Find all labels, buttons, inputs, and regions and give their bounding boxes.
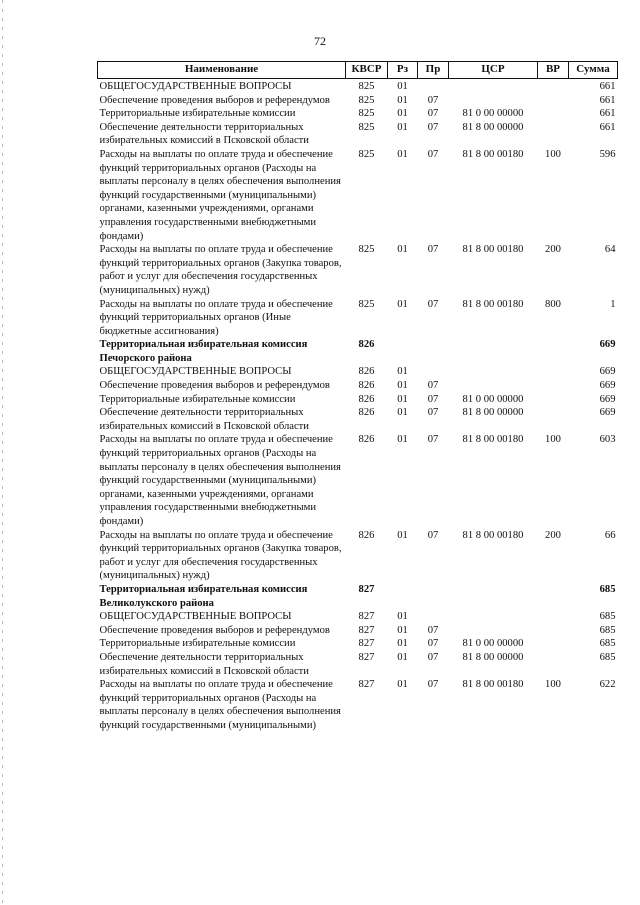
cell-vr <box>538 338 569 365</box>
cell-kvsr: 825 <box>358 244 375 256</box>
table-row <box>98 365 618 379</box>
cell-csr: 81 0 00 00000 <box>462 108 524 120</box>
table-row <box>98 393 618 407</box>
cell-kvsr: 827 <box>358 624 375 636</box>
cell-kvsr: 826 <box>358 529 375 541</box>
cell-pr: 07 <box>427 298 439 310</box>
cell-vr <box>538 637 569 651</box>
table-row <box>98 379 618 393</box>
cell-name: Территориальная избирательная комиссия Великолукского района <box>99 583 308 609</box>
table-header-row <box>98 62 618 79</box>
cell-rz: 01 <box>397 651 408 663</box>
cell-name: ОБЩЕГОСУДАРСТВЕННЫЕ ВОПРОСЫ <box>99 611 292 623</box>
cell-rz: 01 <box>397 638 408 650</box>
cell-name: ОБЩЕГОСУДАРСТВЕННЫЕ ВОПРОСЫ <box>99 366 292 378</box>
table-row <box>98 298 618 339</box>
cell-csr <box>449 610 538 624</box>
cell-name: Обеспечение проведения выборов и референдумов <box>99 380 330 392</box>
cell-kvsr: 825 <box>358 121 375 133</box>
cell-name: Обеспечение деятельности территориальных избирательных комиссий в Псковской области <box>99 121 309 147</box>
cell-csr: 81 0 00 00000 <box>462 638 524 650</box>
cell-sum: 669 <box>599 393 616 405</box>
cell-rz: 01 <box>397 298 408 310</box>
cell-vr <box>538 610 569 624</box>
cell-csr <box>449 379 538 393</box>
cell-sum: 669 <box>599 407 616 419</box>
cell-sum: 669 <box>599 339 616 351</box>
cell-vr: 100 <box>545 679 561 691</box>
cell-kvsr: 827 <box>358 638 375 650</box>
cell-name: Расходы на выплаты по оплате труда и обеспечение функций территориальных органов (Расходы на выплаты персоналу в целях обеспечения выполнения функций государственными (муниципальными) <box>99 679 341 731</box>
cell-vr: 100 <box>545 148 561 160</box>
scan-margin-mark <box>2 0 3 905</box>
cell-vr: 100 <box>545 434 561 446</box>
cell-pr <box>418 79 449 94</box>
table-row <box>98 637 618 651</box>
cell-csr: 81 8 00 00180 <box>462 679 524 691</box>
cell-vr <box>538 583 569 610</box>
cell-vr <box>538 107 569 121</box>
cell-rz: 01 <box>397 407 408 419</box>
cell-rz: 01 <box>397 366 408 378</box>
cell-kvsr: 825 <box>358 108 375 120</box>
cell-rz: 01 <box>397 434 408 446</box>
cell-pr: 07 <box>427 407 439 419</box>
cell-name: Обеспечение проведения выборов и референдумов <box>99 94 330 106</box>
table-row <box>98 583 618 610</box>
cell-sum: 685 <box>599 651 616 663</box>
cell-pr: 07 <box>427 638 439 650</box>
cell-name: Территориальная избирательная комиссия Печорского района <box>99 339 308 364</box>
cell-vr <box>538 651 569 678</box>
cell-name: Обеспечение проведения выборов и референдумов <box>99 624 330 636</box>
cell-name: Обеспечение деятельности территориальных избирательных комиссий в Псковской области <box>99 651 309 677</box>
cell-csr <box>449 338 538 365</box>
cell-csr <box>449 624 538 638</box>
cell-csr: 81 8 00 00000 <box>462 651 524 663</box>
cell-kvsr: 827 <box>358 679 375 691</box>
cell-pr: 07 <box>427 624 439 636</box>
cell-kvsr: 825 <box>358 298 375 310</box>
cell-rz: 01 <box>397 679 408 691</box>
cell-vr: 200 <box>545 244 561 256</box>
cell-pr: 07 <box>427 434 439 446</box>
cell-sum: 64 <box>604 244 616 256</box>
cell-kvsr: 825 <box>358 81 375 92</box>
cell-rz: 01 <box>397 624 408 636</box>
cell-kvsr: 826 <box>358 339 375 351</box>
cell-sum: 596 <box>599 148 616 160</box>
table-row <box>98 94 618 108</box>
cell-csr <box>449 365 538 379</box>
cell-rz: 01 <box>397 121 408 133</box>
cell-sum: 661 <box>599 81 616 92</box>
cell-kvsr: 826 <box>358 434 375 446</box>
cell-pr: 07 <box>427 244 439 256</box>
cell-csr: 81 8 00 00180 <box>462 244 524 256</box>
cell-sum: 66 <box>604 529 616 541</box>
cell-rz <box>388 583 418 610</box>
cell-sum: 669 <box>599 366 616 378</box>
header-kvsr: КВСР <box>346 62 388 79</box>
cell-name: Расходы на выплаты по оплате труда и обеспечение функций территориальных органов (Закупка товаров, работ и услуг для обеспечения государственных (муниципальных) нужд) <box>99 529 342 582</box>
cell-vr <box>538 121 569 148</box>
cell-kvsr: 826 <box>358 393 375 405</box>
cell-vr: 800 <box>545 298 561 310</box>
header-rz: Рз <box>388 62 418 79</box>
cell-pr <box>418 338 449 365</box>
table-row <box>98 406 618 433</box>
cell-sum: 685 <box>599 638 616 650</box>
cell-rz: 01 <box>397 529 408 541</box>
cell-name: Расходы на выплаты по оплате труда и обеспечение функций территориальных органов (Закупка товаров, работ и услуг для обеспечения государственных (муниципальных) нужд) <box>99 244 342 296</box>
cell-name: Территориальные избирательные комиссии <box>99 108 296 120</box>
cell-vr <box>538 379 569 393</box>
cell-pr: 07 <box>427 94 439 106</box>
cell-kvsr: 827 <box>358 611 375 623</box>
cell-kvsr: 827 <box>358 583 375 595</box>
cell-name: ОБЩЕГОСУДАРСТВЕННЫЕ ВОПРОСЫ <box>99 81 292 92</box>
cell-rz: 01 <box>397 81 408 92</box>
cell-pr: 07 <box>427 108 439 120</box>
header-name: Наименование <box>98 62 346 79</box>
cell-name: Территориальные избирательные комиссии <box>99 393 296 405</box>
cell-vr <box>538 624 569 638</box>
cell-csr <box>449 79 538 94</box>
cell-sum: 603 <box>599 434 616 446</box>
cell-sum: 622 <box>599 679 616 691</box>
cell-kvsr: 826 <box>358 407 375 419</box>
cell-pr <box>418 365 449 379</box>
cell-csr: 81 8 00 00000 <box>462 121 524 133</box>
table-row <box>98 148 618 243</box>
table-body <box>98 79 618 733</box>
cell-pr: 07 <box>427 393 439 405</box>
cell-vr <box>538 79 569 94</box>
table-row <box>98 79 618 94</box>
cell-pr: 07 <box>427 148 439 160</box>
cell-sum: 669 <box>599 380 616 392</box>
cell-rz <box>388 338 418 365</box>
cell-csr: 81 8 00 00180 <box>462 434 524 446</box>
table-row <box>98 107 618 121</box>
cell-name: Расходы на выплаты по оплате труда и обеспечение функций территориальных органов (Расходы на выплаты персоналу в целях обеспечения выполнения функций государственными (муниципальными) органами, казенными учреждениями, органами управления государственными внебюджетными фондами) <box>99 434 341 527</box>
table-row <box>98 121 618 148</box>
table-row <box>98 338 618 365</box>
cell-name: Территориальные избирательные комиссии <box>99 638 296 650</box>
cell-vr: 200 <box>545 529 561 541</box>
cell-vr <box>538 393 569 407</box>
cell-rz: 01 <box>397 380 408 392</box>
cell-name: Расходы на выплаты по оплате труда и обеспечение функций территориальных органов (Расходы на выплаты персоналу в целях обеспечения выполнения функций государственными (муниципальными) органами, казенными учреждениями, органами управления государственными внебюджетными фондами) <box>99 148 341 242</box>
cell-sum: 661 <box>599 108 616 120</box>
cell-sum: 1 <box>610 298 616 310</box>
cell-pr: 07 <box>427 121 439 133</box>
cell-kvsr: 825 <box>358 148 375 160</box>
cell-vr <box>538 94 569 108</box>
header-sum: Сумма <box>569 62 618 79</box>
table-row <box>98 529 618 583</box>
cell-kvsr: 825 <box>358 94 375 106</box>
cell-pr <box>418 583 449 610</box>
cell-rz: 01 <box>397 108 408 120</box>
cell-vr <box>538 406 569 433</box>
cell-pr: 07 <box>427 380 439 392</box>
cell-csr: 81 8 00 00180 <box>462 298 524 310</box>
header-csr: ЦСР <box>449 62 538 79</box>
header-pr: Пр <box>418 62 449 79</box>
cell-rz: 01 <box>397 148 408 160</box>
table-row <box>98 243 618 297</box>
table-row <box>98 624 618 638</box>
cell-kvsr: 826 <box>358 366 375 378</box>
cell-name: Обеспечение деятельности территориальных избирательных комиссий в Псковской области <box>99 407 309 432</box>
cell-sum: 661 <box>599 121 616 133</box>
cell-csr: 81 0 00 00000 <box>462 393 524 405</box>
cell-pr: 07 <box>427 529 439 541</box>
cell-csr: 81 8 00 00180 <box>462 529 524 541</box>
table-row <box>98 433 618 528</box>
table-row <box>98 678 618 732</box>
cell-pr: 07 <box>427 679 439 691</box>
cell-rz: 01 <box>397 244 408 256</box>
cell-pr <box>418 610 449 624</box>
cell-csr <box>449 583 538 610</box>
cell-sum: 685 <box>599 611 616 623</box>
cell-vr <box>538 365 569 379</box>
budget-table <box>97 61 618 733</box>
cell-sum: 661 <box>599 94 616 106</box>
cell-pr: 07 <box>427 651 439 663</box>
cell-rz: 01 <box>397 393 408 405</box>
table-row <box>98 610 618 624</box>
cell-sum: 685 <box>599 583 616 595</box>
cell-csr: 81 8 00 00180 <box>462 148 524 160</box>
cell-rz: 01 <box>397 94 408 106</box>
cell-sum: 685 <box>599 624 616 636</box>
table-row <box>98 651 618 678</box>
cell-kvsr: 827 <box>358 651 375 663</box>
cell-kvsr: 826 <box>358 380 375 392</box>
cell-rz: 01 <box>397 611 408 623</box>
page-number: 72 <box>314 34 326 48</box>
header-vr: ВР <box>538 62 569 79</box>
cell-name: Расходы на выплаты по оплате труда и обеспечение функций территориальных органов (Иные бюджетные ассигнования) <box>99 298 333 337</box>
cell-csr <box>449 94 538 108</box>
cell-csr: 81 8 00 00000 <box>462 407 524 419</box>
